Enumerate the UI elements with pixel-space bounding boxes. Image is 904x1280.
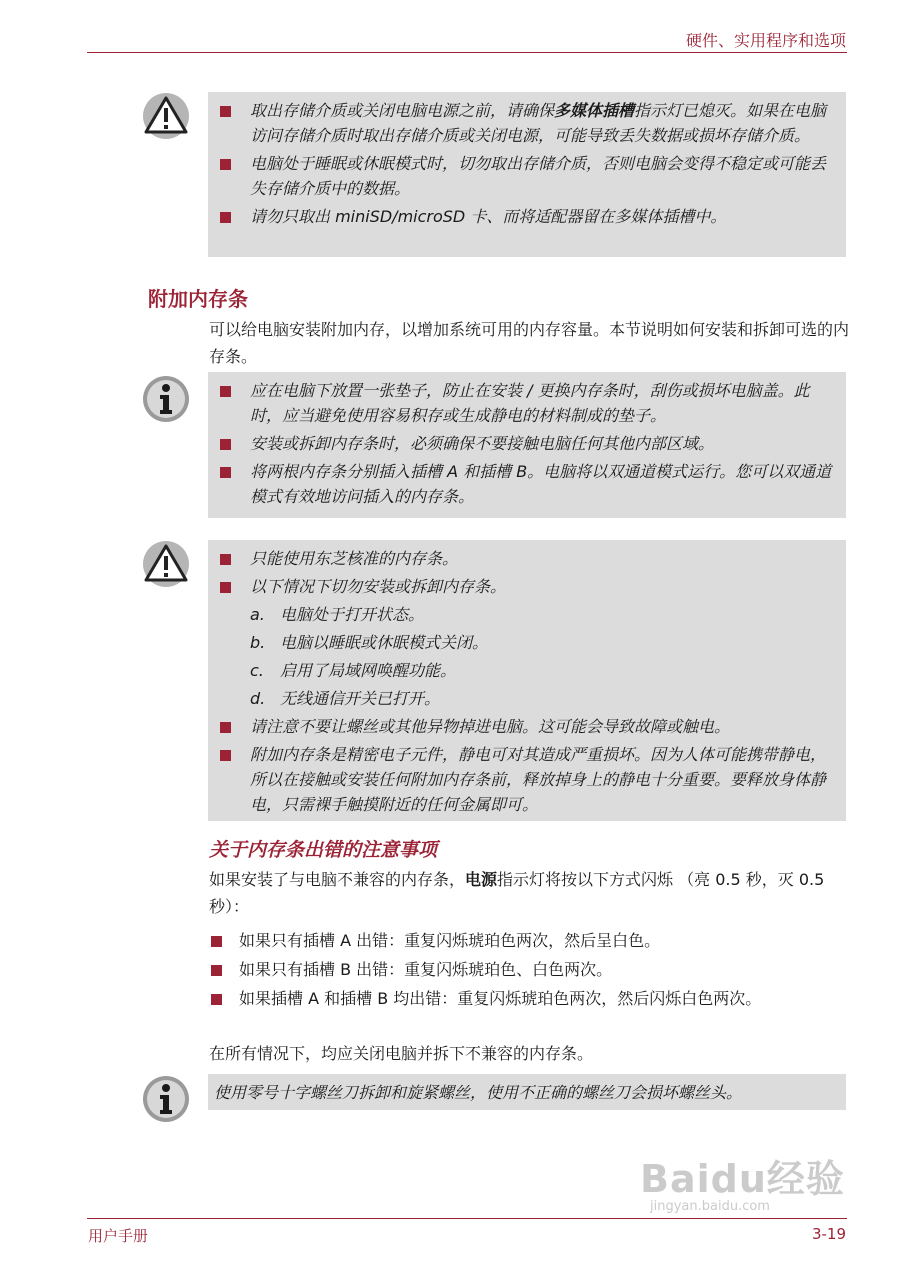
list-item: 应在电脑下放置一张垫子，防止在安装 / 更换内存条时，刮伤或损坏电脑盖。此时，应当避免使用容易积存或生成静电的材料制成的垫子。 [216, 378, 836, 428]
header-rule [87, 52, 847, 53]
page-number: 3-19 [811, 1225, 846, 1243]
info-text: 使用零号十字螺丝刀拆卸和旋紧螺丝，使用不正确的螺丝刀会损坏螺丝头。 [214, 1083, 743, 1102]
list-item: 请勿只取出 miniSD/microSD 卡、而将适配器留在多媒体插槽中。 [216, 204, 836, 229]
sub-list-item: d. 无线通信开关已打开。 [250, 689, 441, 708]
list-item: 安装或拆卸内存条时，必须确保不要接触电脑任何其他内部区域。 [216, 431, 836, 456]
watermark-url: jingyan.baidu.com [650, 1199, 770, 1214]
sub-list-item: b. 电脑以睡眠或休眠模式关闭。 [250, 633, 489, 652]
warning-icon [142, 92, 190, 140]
info-box-screwdriver [208, 1074, 846, 1110]
list-item: 如果插槽 A 和插槽 B 均出错：重复闪烁琥珀色两次，然后闪烁白色两次。 [209, 986, 849, 1011]
list-item: 只能使用东芝核准的内存条。 [216, 546, 836, 571]
warning-box-storage [208, 92, 846, 257]
list-item: 如果只有插槽 A 出错：重复闪烁琥珀色两次，然后呈白色。 [209, 928, 849, 953]
list-item: 请注意不要让螺丝或其他异物掉进电脑。这可能会导致故障或触电。 [216, 714, 836, 739]
list-item: 取出存储介质或关闭电脑电源之前，请确保多媒体插槽指示灯已熄灭。如果在电脑访问存储介质时取出存储介质或关闭电源，可能导致丢失数据或损坏存储介质。 [216, 98, 836, 148]
info-icon [142, 1075, 190, 1123]
watermark-logo: Baidu经验 [640, 1157, 845, 1201]
warning-icon [142, 540, 190, 588]
info-icon [142, 375, 190, 423]
section-title: 附加内存条 [148, 287, 248, 311]
list-item: 电脑处于睡眠或休眠模式时，切勿取出存储介质，否则电脑会变得不稳定或可能丢失存储介质中的数据。 [216, 151, 836, 201]
info-box-memory [208, 372, 846, 518]
list-item: 将两根内存条分别插入插槽 A 和插槽 B。电脑将以双通道模式运行。您可以双通道模式有效地访问插入的内存条。 [216, 459, 836, 509]
watermark [640, 1148, 845, 1214]
header-section-title: 硬件、实用程序和选项 [685, 31, 846, 50]
footer-rule [87, 1218, 847, 1219]
footer-manual-title: 用户手册 [88, 1227, 149, 1245]
list-item: 如果只有插槽 B 出错：重复闪烁琥珀色、白色两次。 [209, 957, 849, 982]
sub-list-item: a. 电脑处于打开状态。 [250, 605, 425, 624]
error-pattern-list [209, 928, 849, 1015]
closing-paragraph: 在所有情况下，均应关闭电脑并拆下不兼容的内存条。 [209, 1044, 594, 1063]
warning-box-memory [208, 540, 846, 821]
list-item: 以下情况下切勿安装或拆卸内存条。 [216, 574, 836, 599]
subsection-title: 关于内存条出错的注意事项 [209, 839, 438, 861]
section-intro: 可以给电脑安装附加内存，以增加系统可用的内存容量。本节说明如何安装和拆卸可选的内存条。 [209, 320, 850, 366]
list-item: 附加内存条是精密电子元件，静电可对其造成严重损坏。因为人体可能携带静电，所以在接触或安装任何附加内存条前，释放掉身上的静电十分重要。要释放身体静电，只需裸手触摸附近的任何金属即可。 [216, 742, 836, 817]
subsection-paragraph: 如果安装了与电脑不兼容的内存条，电源指示灯将按以下方式闪烁 （亮 0.5 秒，灭 0.5 秒）： [209, 870, 825, 916]
sub-list-item: c. 启用了局域网唤醒功能。 [250, 661, 457, 680]
